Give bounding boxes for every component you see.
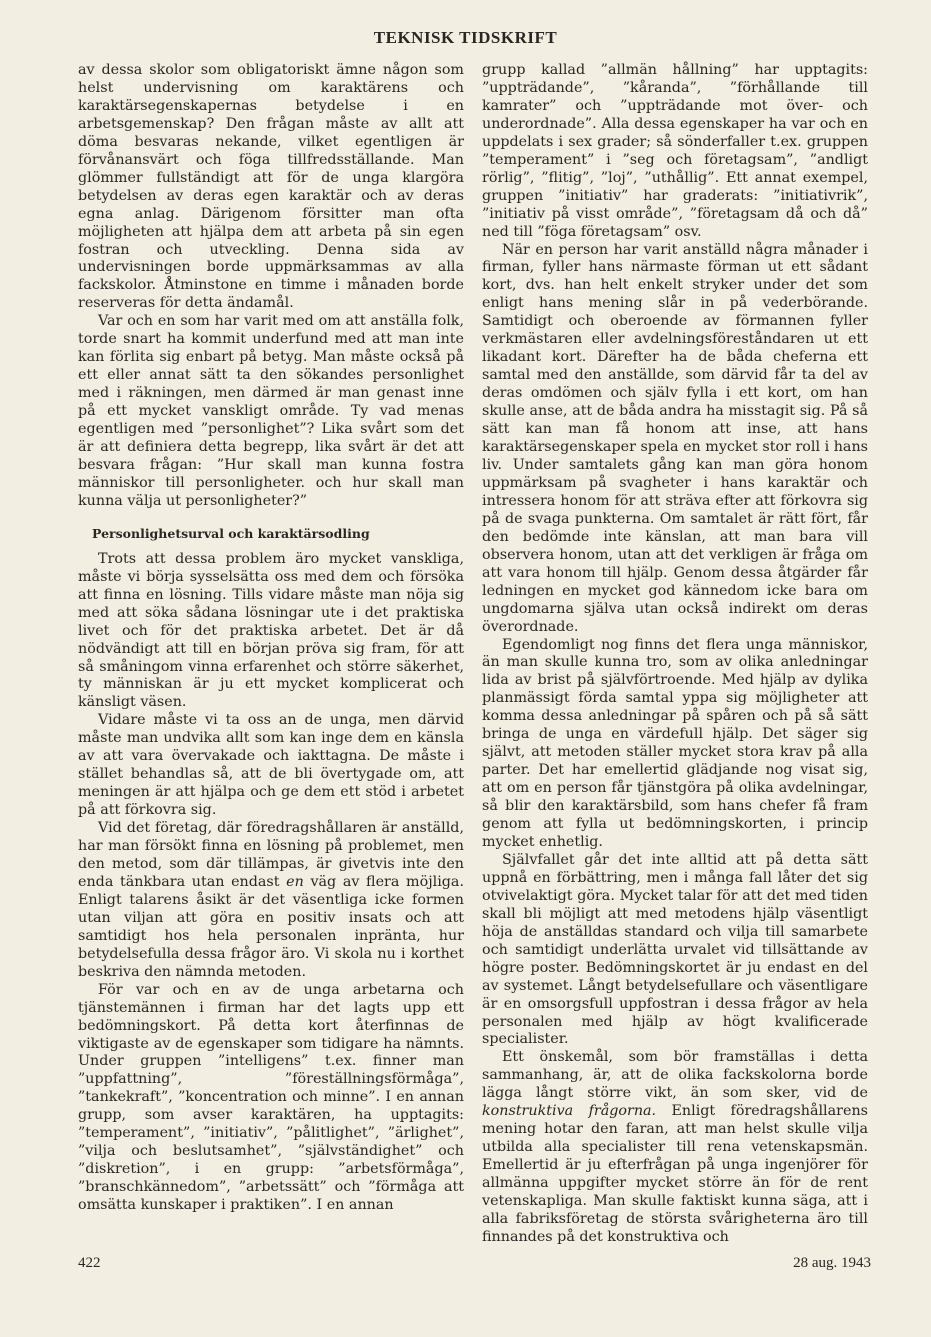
journal-header: TEKNISK TIDSKRIFT bbox=[373, 28, 558, 47]
text-run: Vid det företag, där föredragshållaren är anställd, har man försökt finna en lösning på problemet, men den metod, som där tillämpas, är givetvis inte den enda tänkbara utan endast bbox=[78, 820, 464, 890]
paragraph: För var och en av de unga arbetarna och tjänstemännen i firman har det lagts upp ett bedömningskort. På detta kort återfinnas de viktigaste av de egenskaper som tidigare ha nämnts. Under gruppen ”intelligens” t.ex. finner man ”uppfattning”, ”föreställningsförmåga”, ”tankekraft”, ”koncentration och minne”. I en annan grupp, som avser karaktären, ha upptagits: ”temperament”, ”initiativ”, ”pålitlighet”, ”ärlighet”, ”vilja och beslutsamhet”, ”självständighet” och ”diskretion”, i en grupp: ”arbetsförmåga”, ”branschkännedom”, ”arbetssätt” och ”förmåga att omsätta kunskaper i praktiken”. I en annan bbox=[78, 981, 464, 1214]
paragraph: grupp kallad ”allmän hållning” har upptagits: ”uppträdande”, ”kåranda”, ”förhållande till kamrater” och ”uppträdande mot över- och underordnade”. Alla dessa egenskaper ha var och en uppdelats i sex grader; så sönderfaller t.ex. gruppen ”temperament” i ”seg och företagsam”, ”andligt rörlig”, ”flitig”, ”loj”, ”uthållig”. Ett annat exempel, gruppen ”initiativ” har graderats: ”initiativrik”, ”initiativ på visst område”, ”företagsam då och då” ned till ”föga företagsam” osv. bbox=[482, 62, 868, 240]
text-run: Ett önskemål, som bör framställas i detta sammanhang, är, att de olika fackskolorna borde lägga långt större vikt, än som sker, vid de bbox=[482, 1049, 868, 1102]
paragraph: Vidare måste vi ta oss an de unga, men därvid måste man undvika allt som kan inge dem en känsla av att vara övervakade och iakttagna. De måste i stället behandlas så, att de bli övertygade om, att meningen är att hjälpa och ge dem ett stöd i arbetet på att förkovra sig. bbox=[78, 712, 464, 819]
paragraph: Trots att dessa problem äro mycket vanskliga, måste vi börja sysselsätta oss med dem och försöka att finna en lösning. Tills vidare måste man nöja sig med att söka sådana lösningar ute i det praktiska livet och för det praktiska arbetet. Det är då nödvändigt att till en början pröva sig fram, för att så småningom vinna erfarenhet och större säkerhet, ty människan är ju ett mycket komplicerat och känsligt väsen. bbox=[78, 550, 464, 711]
page-number: 422 bbox=[78, 1255, 101, 1271]
paragraph: Egendomligt nog finns det flera unga människor, än man skulle kunna tro, som av olika anledningar lida av brist på självförtroende. Med hjälp av dylika planmässigt förda samtal yppa sig möjligheter att komma dessa anledningar på spåren och på så sätt bringa de unga en värdefull hjälp. Det säger sig självt, att metoden ställer mycket stora krav på alla parter. Det har emellertid glädjande nog visat sig, att om en person får tjänstgöra på olika avdelningar, så blir den karaktärsbild, som hans chefer få fram genom att fylla ut bedömningskorten, i princip mycket enhetlig. bbox=[482, 636, 868, 850]
section-heading: Personlighetsurval och karaktärsodling bbox=[92, 525, 370, 541]
paragraph bbox=[78, 820, 464, 982]
paragraph bbox=[482, 1049, 868, 1246]
right-column bbox=[482, 62, 868, 1247]
text-run: väg av flera möjliga. Enligt talarens åsikt är det väsentliga icke formen utan viljan att göra en positiv insats och att samtidigt hos hela personalen inpränta, hur betydelsefulla dessa frågor äro. Vi skola nu i korthet beskriva den nämnda metoden. bbox=[78, 873, 464, 980]
emphasis-text: konstruktiva frågorna. bbox=[482, 1103, 657, 1120]
paragraph: Självfallet går det inte alltid att på detta sätt uppnå en förbättring, men i många fall låter det sig otvivelaktigt göra. Mycket talar för att det med tiden skall bli möjligt att med metodens hjälp väsentligt höja de anställdas standard och vilja till samarbete och samtidigt underlätta urvalet vid tillsättande av högre poster. Bedömningskortet är ju endast en del av systemet. Långt betydelsefullare och väsentligare är en omsorgsfull uppfostran i dessa frågor av hela personalen med hjälp av högt kvalificerade specialister. bbox=[482, 851, 868, 1048]
paragraph: När en person har varit anställd några månader i firman, fyller hans närmaste förman ut ett sådant kort, dvs. han helt enkelt stryker under det som enligt hans mening slår in på vederbörande. Samtidigt och oberoende av förmannen fyller verkmästaren eller avdelningsföreståndaren ut ett likadant kort. Därefter ha de båda cheferna ett samtal med den anställde, som därvid får ta del av deras omdömen och själv fylla i ett kort, om han skulle anse, att de båda andra ha misstagit sig. På så sätt kan man få honom att inse, att hans karaktärsegenskaper spela en mycket stor roll i hans liv. Under samtalets gång kan man göra honom uppmärksam på svagheter i hans karaktär och intressera honom för att sträva efter att förkovra sig på de svaga punkterna. Om samtalet är rätt fört, får den bedömde inte känslan, att man bara vill observera honom, utan att det verkligen är fråga om att vara honom till hjälp. Genom dessa åtgärder får ledningen en mycket god kännedom icke bara om ungdomarna själva utan också indirekt om deras överordnade. bbox=[482, 241, 868, 635]
issue-date: 28 aug. 1943 bbox=[793, 1255, 871, 1271]
left-column bbox=[78, 62, 464, 1215]
text-run: Enligt föredragshållarens mening hotar den faran, att man helst skulle vilja utbilda alla specialister till rena vetenskapsmän. Emellertid är ju efterfrågan på unga ingenjörer för allmänna uppgifter mycket större än för de rent vetenskapliga. Man skulle faktiskt kunna säga, att i alla fabriksföretag de största svårigheterna äro till finnandes på det konstruktiva och bbox=[482, 1103, 868, 1245]
emphasis-text: en bbox=[286, 873, 304, 890]
paragraph: av dessa skolor som obligatoriskt ämne någon som helst undervisning om karaktärens och karaktärsegenskapernas betydelse i en arbetsgemenskap? Den frågan måste av allt att döma besvaras nekande, vilket egentligen är förvånansvärt och föga tillfredsställande. Man glömmer fullständigt att för de unga klargöra betydelsen av deras egen karaktär och av deras egna anlag. Därigenom försitter man ofta möjligheten att hjälpa dem att arbeta på sin egen fostran och utveckling. Denna sida av undervisningen borde uppmärksammas av alla fackskolor. Åtminstone en timme i månaden borde reserveras för detta ändamål. bbox=[78, 62, 464, 312]
paragraph: Var och en som har varit med om att anställa folk, torde snart ha kommit underfund med att man inte kan förlita sig enbart på betyg. Man måste också på ett eller annat sätt ta den sökandes personlighet med i räkningen, men därmed är man genast inne på ett mycket vanskligt område. Ty vad menas egentligen med ”personlighet”? Lika svårt som det är att definiera detta begrepp, lika svårt är det att besvara frågan: ”Hur skall man kunna fostra människor till personligheter. och hur skall man kunna välja ut personligheter?” bbox=[78, 313, 464, 509]
